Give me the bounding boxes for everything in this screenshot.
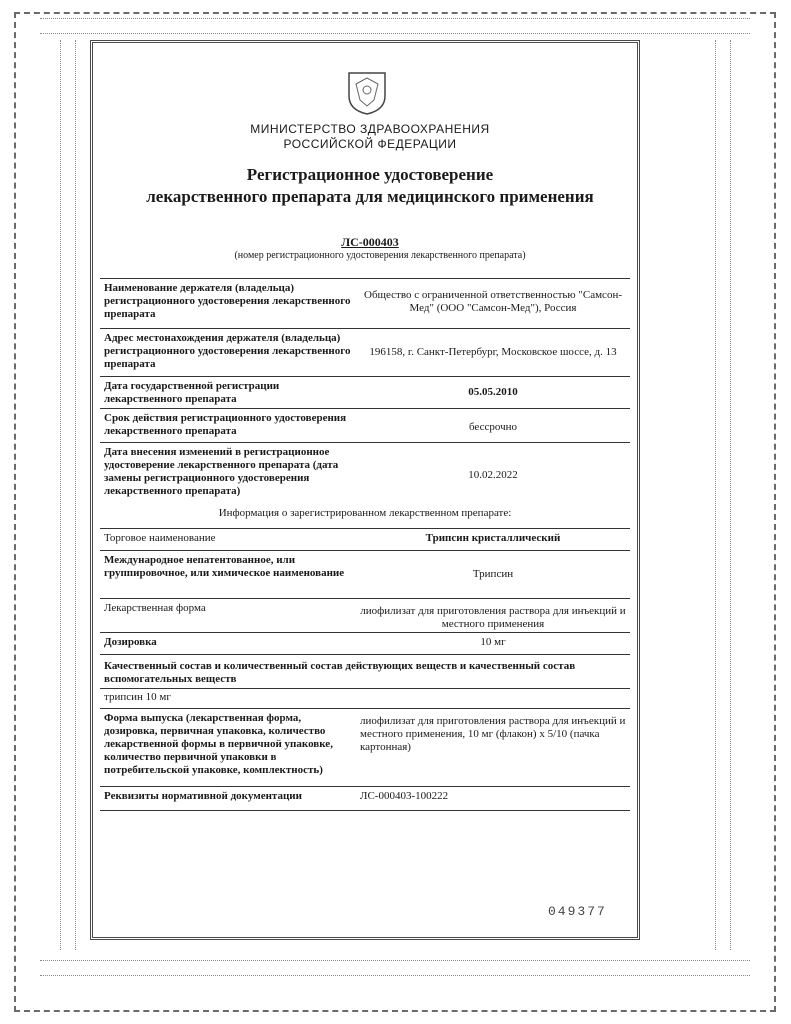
trade-name-label: Торговое наименование <box>104 532 216 544</box>
composition-value-divider <box>100 688 630 689</box>
composition-value: трипсин 10 мг <box>104 691 171 703</box>
amendment-date-value: 10.02.2022 <box>468 469 518 481</box>
serial-number: 049377 <box>548 904 607 919</box>
amendment-date-row <box>100 442 630 503</box>
holder-row <box>100 278 630 327</box>
inn-value: Трипсин <box>472 568 514 580</box>
trade-name-row <box>100 528 630 549</box>
normative-docs-row <box>100 786 630 811</box>
normative-docs-value: ЛС-000403-100222 <box>360 790 449 802</box>
registration-date-value: 05.05.2010 <box>468 386 518 398</box>
trade-name-value: Трипсин кристаллический <box>425 532 561 544</box>
release-form-row <box>100 708 630 785</box>
address-value: 196158, г. Санкт-Петербург, Московское шоссе, д. 13 <box>369 346 617 358</box>
dose-row <box>100 632 630 653</box>
composition-label: Качественный состав и количественный состав действующих веществ и качественный состав вспомогательных веществ <box>104 660 576 685</box>
validity-value: бессрочно <box>468 421 517 433</box>
dosage-form-row <box>100 598 630 631</box>
validity-row <box>100 408 630 441</box>
ornament-band-bottom <box>40 960 750 976</box>
composition-divider <box>100 654 630 655</box>
amendment-date-label: Дата внесения изменений в регистрационное удостоверение лекарственного препарата (дата замены регистрационного удостоверения лекарственного препарата) <box>104 446 339 497</box>
registration-number-caption: (номер регистрационного удостоверения лекарственного препарата) <box>234 250 526 261</box>
dosage-form-value: лиофилизат для приготовления раствора для инъекций и местного применения <box>360 605 626 630</box>
normative-docs-label: Реквизиты нормативной документации <box>104 790 302 802</box>
address-label: Адрес местонахождения держателя (владельца) регистрационного удостоверения лекарственного препарата <box>104 332 351 370</box>
registration-number: ЛС-000403 <box>341 235 399 249</box>
table-bottom-divider <box>100 810 630 811</box>
registration-date-row <box>100 376 630 407</box>
release-form-label: Форма выпуска (лекарственная форма, дозировка, первичная упаковка, количество лекарственной формы в первичной упаковке, количество первичной упаковки в потребительской упаковке, комплектность) <box>104 712 333 776</box>
address-row <box>100 328 630 375</box>
inn-label: Международное непатентованное, или группировочное, или химическое наименование <box>104 554 345 579</box>
ministry-name-line2: РОССИЙСКОЙ ФЕДЕРАЦИИ <box>283 137 457 151</box>
registration-date-label: Дата государственной регистрации лекарственного препарата <box>104 380 280 405</box>
ornament-band-top <box>40 18 750 34</box>
info-heading: Информация о зарегистрированном лекарственном препарате: <box>218 507 512 519</box>
document-title-line1: Регистрационное удостоверение <box>246 165 494 184</box>
ministry-name-line1: МИНИСТЕРСТВО ЗДРАВООХРАНЕНИЯ <box>250 122 490 136</box>
inn-row <box>100 550 630 597</box>
release-form-value: лиофилизат для приготовления раствора для инъекций и местного применения, 10 мг (флакон) x 5/10 (пачка картонная) <box>360 715 626 753</box>
dose-label: Дозировка <box>104 636 157 648</box>
holder-label: Наименование держателя (владельца) регистрационного удостоверения лекарственного препарата <box>104 282 351 320</box>
document-title-line2: лекарственного препарата для медицинского применения <box>146 187 594 206</box>
dosage-form-label: Лекарственная форма <box>104 602 206 614</box>
dose-value: 10 мг <box>480 636 506 648</box>
coat-of-arms-icon <box>346 70 388 116</box>
validity-label: Срок действия регистрационного удостоверения лекарственного препарата <box>104 412 347 437</box>
holder-value: Общество с ограниченной ответственностью "Самсон-Мед" (ООО "Самсон-Мед"), Россия <box>364 289 622 314</box>
